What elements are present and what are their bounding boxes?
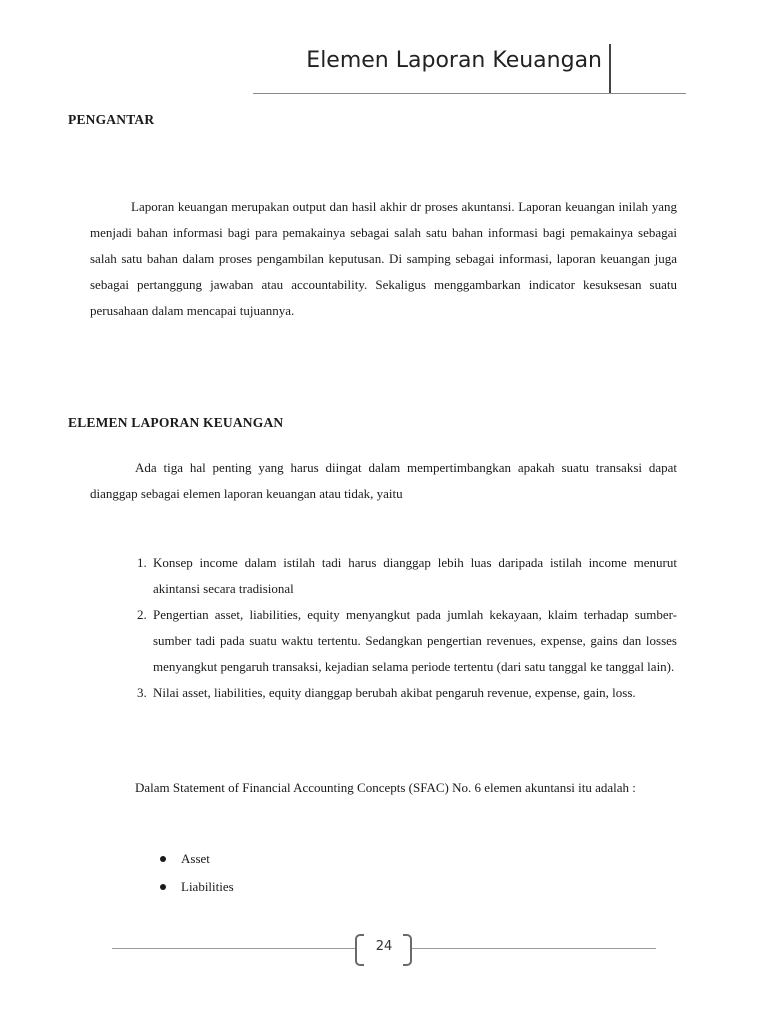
elements-paragraph: Ada tiga hal penting yang harus diingat dalam mempertimbangkan apakah suatu transaksi dapat dianggap sebagai elemen laporan keuangan atau tidak, yaitu [90, 460, 677, 501]
numbered-list-item [137, 680, 677, 706]
footer-line-left [112, 948, 355, 949]
page-number: 24 [375, 939, 393, 954]
header-divider-vertical [609, 44, 611, 94]
intro-paragraph: Laporan keuangan merupakan output dan hasil akhir dr proses akuntansi. Laporan keuangan inilah yang menjadi bahan informasi bagi para pemakainya sebagai salah satu bahan informasi bagi pemakainya sebagai salah satu bahan dalam proses pengambilan keputusan. Di samping sebagai informasi, laporan keuangan juga sebagai pertanggung jawaban atau accountability. Sekaligus menggambarkan indicator kesuksesan suatu perusahaan dalam mencapai tujuannya. [90, 199, 677, 318]
bullet-item-text: Asset [181, 851, 210, 866]
bullet-icon [160, 884, 166, 890]
list-item-number: 1. [137, 555, 147, 570]
numbered-list-item [137, 550, 677, 602]
bullet-icon [160, 856, 166, 862]
header-title: Elemen Laporan Keuangan [306, 48, 602, 73]
bullet-item-text: Liabilities [181, 879, 234, 894]
list-item-text: Pengertian asset, liabilities, equity menyangkut pada jumlah kekayaan, klaim terhadap sumber-sumber tadi pada suatu waktu tertentu. Sedangkan pengertian revenues, expense, gains dan losses menyangkut pengaruh transaksi, kejadian selama periode tertentu (dari satu tanggal ke tanggal lain). [153, 607, 677, 674]
list-item-number: 3. [137, 685, 147, 700]
section-heading-elements: ELEMEN LAPORAN KEUANGAN [68, 415, 284, 430]
bullet-list-item [158, 873, 234, 901]
bullet-list [158, 845, 234, 901]
list-item-text: Nilai asset, liabilities, equity dianggap berubah akibat pengaruh revenue, expense, gain, loss. [153, 685, 636, 700]
footer-bracket-left-icon [355, 934, 364, 966]
list-item-text: Konsep income dalam istilah tadi harus dianggap lebih luas daripada istilah income menurut akintansi secara tradisional [153, 555, 677, 596]
list-item-number: 2. [137, 607, 147, 622]
bullet-list-item [158, 845, 234, 873]
numbered-list [137, 550, 677, 706]
numbered-list-item [137, 602, 677, 680]
footer-bracket-right-icon [403, 934, 412, 966]
section-heading-intro: PENGANTAR [68, 112, 155, 127]
footer-line-right [412, 948, 656, 949]
header-divider-horizontal [253, 93, 686, 94]
sfac-paragraph: Dalam Statement of Financial Accounting Concepts (SFAC) No. 6 elemen akuntansi itu adalah : [135, 780, 636, 795]
